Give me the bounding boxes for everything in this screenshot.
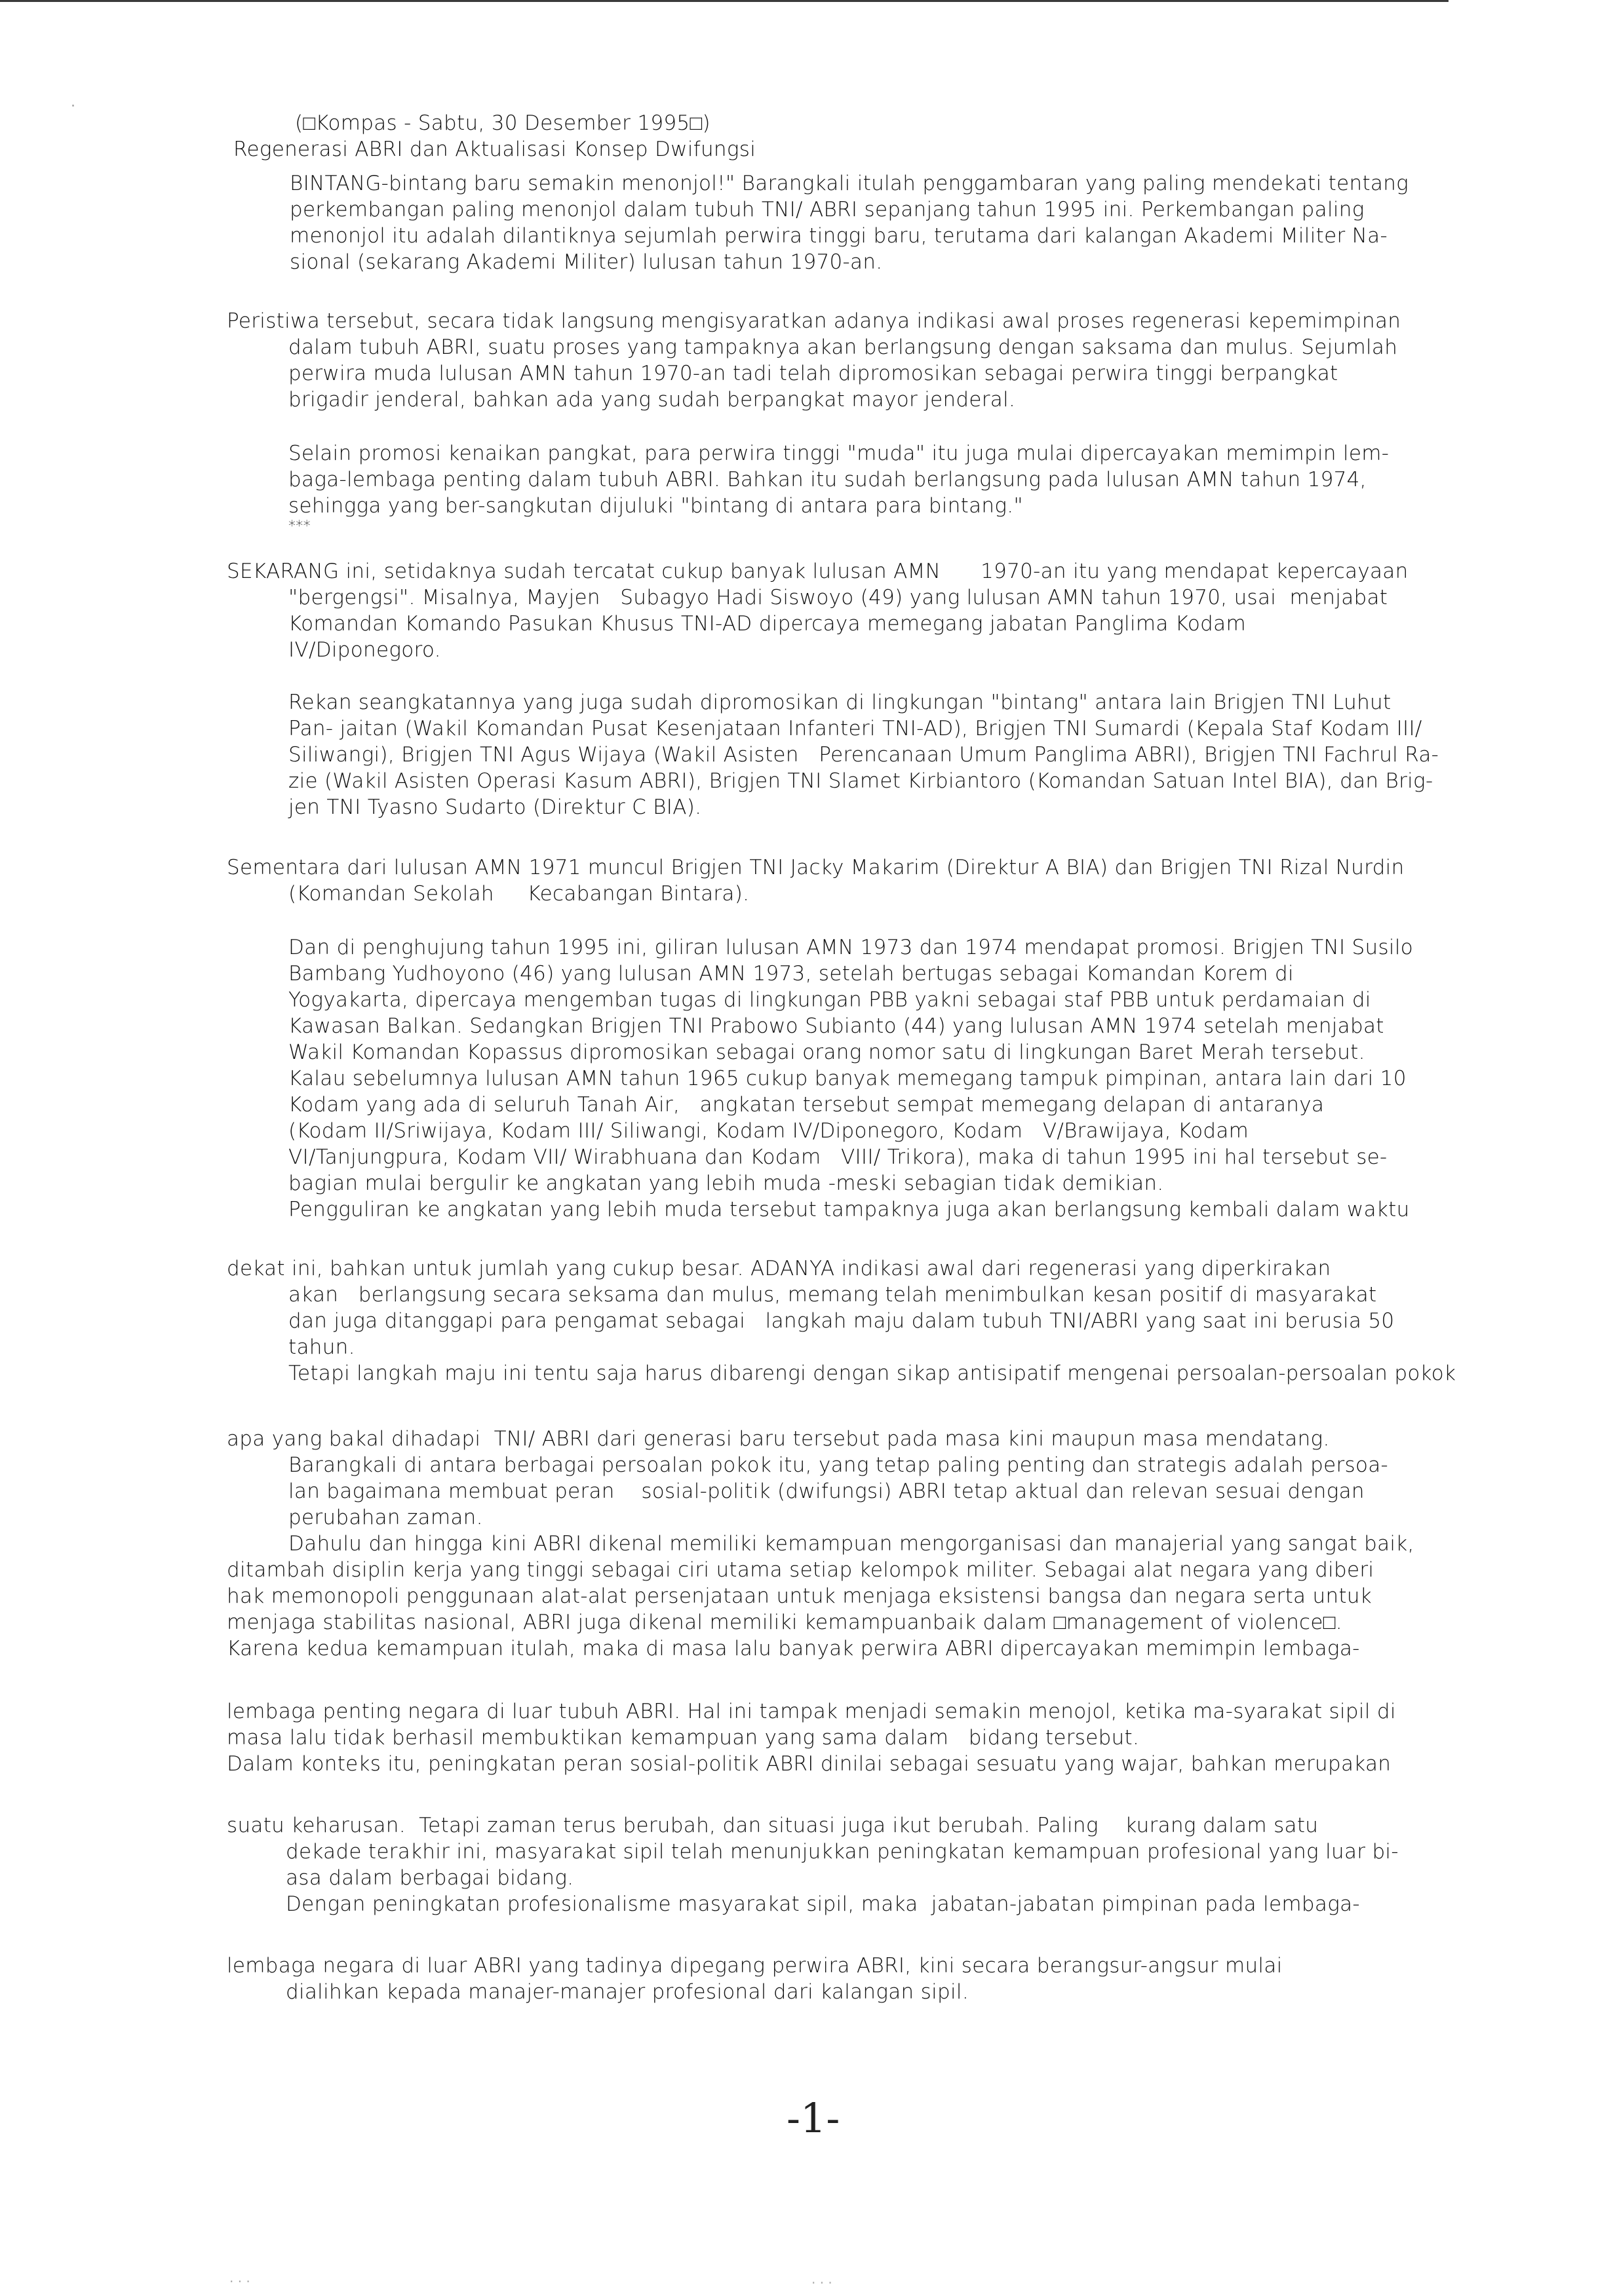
text-line: apa yang bakal dihadapi TNI/ ABRI dari generasi baru tersebut pada masa kini maupun masa mendatang.: [227, 1427, 1330, 1451]
text-line: dekade terakhir ini, masyarakat sipil telah menunjukkan peningkatan kemampuan profesional yang luar bi-: [286, 1840, 1399, 1864]
text-line: Dahulu dan hingga kini ABRI dikenal memiliki kemampuan mengorganisasi dan manajerial yang sangat baik,: [288, 1532, 1414, 1556]
text-line: hak memonopoli penggunaan alat-alat persenjataan untuk menjaga eksistensi bangsa dan negara serta untuk: [227, 1584, 1372, 1608]
text-line: Kawasan Balkan. Sedangkan Brigjen TNI Prabowo Subianto (44) yang lulusan AMN 1974 setelah menjabat: [288, 1014, 1384, 1038]
text-line: Yogyakarta, dipercaya mengemban tugas di lingkungan PBB yakni sebagai staf PBB untuk perdamaian di: [288, 988, 1371, 1012]
page-number: -1-: [787, 2094, 840, 2142]
text-line: perkembangan paling menonjol dalam tubuh TNI/ ABRI sepanjang tahun 1995 ini. Perkembangan paling: [290, 198, 1365, 221]
text-line: Barangkali di antara berbagai persoalan pokok itu, yang tetap paling penting dan strategis adalah persoa-: [288, 1453, 1389, 1477]
text-line: dialihkan kepada manajer-manajer profesional dari kalangan sipil.: [286, 1980, 969, 2004]
text-line: Dan di penghujung tahun 1995 ini, giliran lulusan AMN 1973 dan 1974 mendapat promosi. Brigjen TNI Susilo: [288, 936, 1414, 959]
text-line: bagian mulai bergulir ke angkatan yang lebih muda -meski sebagian tidak demikian.: [288, 1172, 1164, 1195]
text-line: jen TNI Tyasno Sudarto (Direktur C BIA).: [288, 795, 702, 819]
text-line: (Kodam II/Sriwijaya, Kodam III/ Siliwangi, Kodam IV/Diponegoro, Kodam V/Brawijaya, Kodam: [288, 1119, 1249, 1143]
text-line: (Komandan Sekolah Kecabangan Bintara).: [288, 882, 750, 906]
text-line: Sementara dari lulusan AMN 1971 muncul Brigjen TNI Jacky Makarim (Direktur A BIA) dan Brigjen TNI Rizal Nurdin: [227, 856, 1405, 879]
scan-speck: ·: [71, 98, 75, 115]
text-line: ditambah disiplin kerja yang tinggi sebagai ciri utama setiap kelompok militer. Sebagai alat negara yang diberi: [227, 1558, 1374, 1582]
text-line: SEKARANG ini, setidaknya sudah tercatat cukup banyak lulusan AMN 1970-an itu yang mendapat kepercayaan: [227, 560, 1409, 583]
text-line: zie (Wakil Asisten Operasi Kasum ABRI), Brigjen TNI Slamet Kirbiantoro (Komandan Satuan Intel BIA), dan Brig-: [288, 769, 1433, 793]
text-line: "bergengsi". Misalnya, Mayjen Subagyo Hadi Siswoyo (49) yang lulusan AMN tahun 1970, usai menjabat: [288, 586, 1388, 609]
text-line: Kodam yang ada di seluruh Tanah Air, angkatan tersebut sempat memegang delapan di antaranya: [288, 1093, 1325, 1117]
text-line: masa lalu tidak berhasil membuktikan kemampuan yang sama dalam bidang tersebut.: [227, 1726, 1140, 1750]
scan-speck: · · ·: [811, 2275, 832, 2291]
text-line: dekat ini, bahkan untuk jumlah yang cukup besar. ADANYA indikasi awal dari regenerasi yang diperkirakan: [227, 1257, 1331, 1280]
text-line: lembaga negara di luar ABRI yang tadinya dipegang perwira ABRI, kini secara berangsur-angsur mulai: [227, 1954, 1283, 1978]
text-line: asa dalam berbagai bidang.: [286, 1866, 574, 1890]
text-line: Peristiwa tersebut, secara tidak langsung mengisyaratkan adanya indikasi awal proses regenerasi kepemimpinan: [227, 309, 1401, 333]
text-line: VI/Tanjungpura, Kodam VII/ Wirabhuana dan Kodam VIII/ Trikora), maka di tahun 1995 ini hal tersebut se-: [288, 1145, 1388, 1169]
text-line: tahun.: [288, 1335, 355, 1359]
text-line: Karena kedua kemampuan itulah, maka di masa lalu banyak perwira ABRI dipercayakan memimpin lembaga-: [227, 1637, 1360, 1660]
text-line: menjaga stabilitas nasional, ABRI juga dikenal memiliki kemampuanbaik dalam □management of violence□.: [227, 1611, 1342, 1634]
text-line: Kalau sebelumnya lulusan AMN tahun 1965 cukup banyak memegang tampuk pimpinan, antara lain dari 10: [288, 1067, 1407, 1090]
scan-speck: · · ·: [229, 2274, 250, 2289]
article-source-header: (□Kompas - Sabtu, 30 Desember 1995□): [295, 111, 710, 135]
text-line: Dalam konteks itu, peningkatan peran sosial-politik ABRI dinilai sebagai sesuatu yang wajar, bahkan merupakan: [227, 1752, 1391, 1776]
text-line: dalam tubuh ABRI, suatu proses yang tampaknya akan berlangsung dengan saksama dan mulus. Sejumlah: [288, 335, 1398, 359]
text-line: perwira muda lulusan AMN tahun 1970-an tadi telah dipromosikan sebagai perwira tinggi berpangkat: [288, 362, 1338, 385]
text-line: brigadir jenderal, bahkan ada yang sudah berpangkat mayor jenderal.: [288, 388, 1016, 411]
text-line: lembaga penting negara di luar tubuh ABRI. Hal ini tampak menjadi semakin menojol, ketika ma-syarakat sipil di: [227, 1700, 1396, 1723]
article-title: Regenerasi ABRI dan Aktualisasi Konsep Dwifungsi: [233, 138, 756, 161]
text-line: IV/Diponegoro.: [288, 638, 441, 662]
text-line: Dengan peningkatan profesionalisme masyarakat sipil, maka jabatan-jabatan pimpinan pada lembaga-: [286, 1892, 1360, 1916]
text-line: Selain promosi kenaikan pangkat, para perwira tinggi "muda" itu juga mulai dipercayakan memimpin lem-: [288, 442, 1390, 465]
text-line: Rekan seangkatannya yang juga sudah dipromosikan di lingkungan "bintang" antara lain Brigjen TNI Luhut: [288, 691, 1391, 714]
text-line: Komandan Komando Pasukan Khusus TNI-AD dipercaya memegang jabatan Panglima Kodam: [288, 612, 1246, 636]
text-line: akan berlangsung secara seksama dan mulus, memang telah menimbulkan kesan positif di masyarakat: [288, 1283, 1377, 1307]
text-line: baga-lembaga penting dalam tubuh ABRI. Bahkan itu sudah berlangsung pada lulusan AMN tahun 1974,: [288, 468, 1367, 491]
section-separator: ***: [288, 518, 311, 535]
scan-top-edge-line: [0, 0, 1449, 2]
text-line: sehingga yang ber-sangkutan dijuluki "bintang di antara para bintang.": [288, 494, 1023, 518]
text-line: suatu keharusan. Tetapi zaman terus berubah, dan situasi juga ikut berubah. Paling kurang dalam satu: [227, 1814, 1319, 1837]
text-line: Bambang Yudhoyono (46) yang lulusan AMN 1973, setelah bertugas sebagai Komandan Korem di: [288, 962, 1294, 985]
text-line: sional (sekarang Akademi Militer) lulusan tahun 1970-an.: [290, 250, 883, 274]
text-line: menonjol itu adalah dilantiknya sejumlah perwira tinggi baru, terutama dari kalangan Akademi Militer Na-: [290, 224, 1388, 248]
text-line: BINTANG-bintang baru semakin menonjol!" Barangkali itulah penggambaran yang paling mendekati tentang: [290, 172, 1409, 195]
text-line: Siliwangi), Brigjen TNI Agus Wijaya (Wakil Asisten Perencanaan Umum Panglima ABRI), Brigjen TNI Fachrul Ra-: [288, 743, 1439, 767]
text-line: lan bagaimana membuat peran sosial-politik (dwifungsi) ABRI tetap aktual dan relevan sesuai dengan: [288, 1480, 1365, 1503]
text-line: dan juga ditanggapi para pengamat sebagai langkah maju dalam tubuh TNI/ABRI yang saat ini berusia 50: [288, 1309, 1395, 1333]
text-line: Tetapi langkah maju ini tentu saja harus dibarengi dengan sikap antisipatif mengenai persoalan-persoalan pokok: [288, 1362, 1456, 1385]
text-line: Pengguliran ke angkatan yang lebih muda tersebut tampaknya juga akan berlangsung kembali dalam waktu: [288, 1198, 1410, 1221]
text-line: perubahan zaman.: [288, 1506, 483, 1529]
text-line: Pan- jaitan (Wakil Komandan Pusat Kesenjataan Infanteri TNI-AD), Brigjen TNI Sumardi (Kepala Staf Kodam III/: [288, 717, 1422, 740]
text-line: Wakil Komandan Kopassus dipromosikan sebagai orang nomor satu di lingkungan Baret Merah tersebut.: [288, 1041, 1365, 1064]
